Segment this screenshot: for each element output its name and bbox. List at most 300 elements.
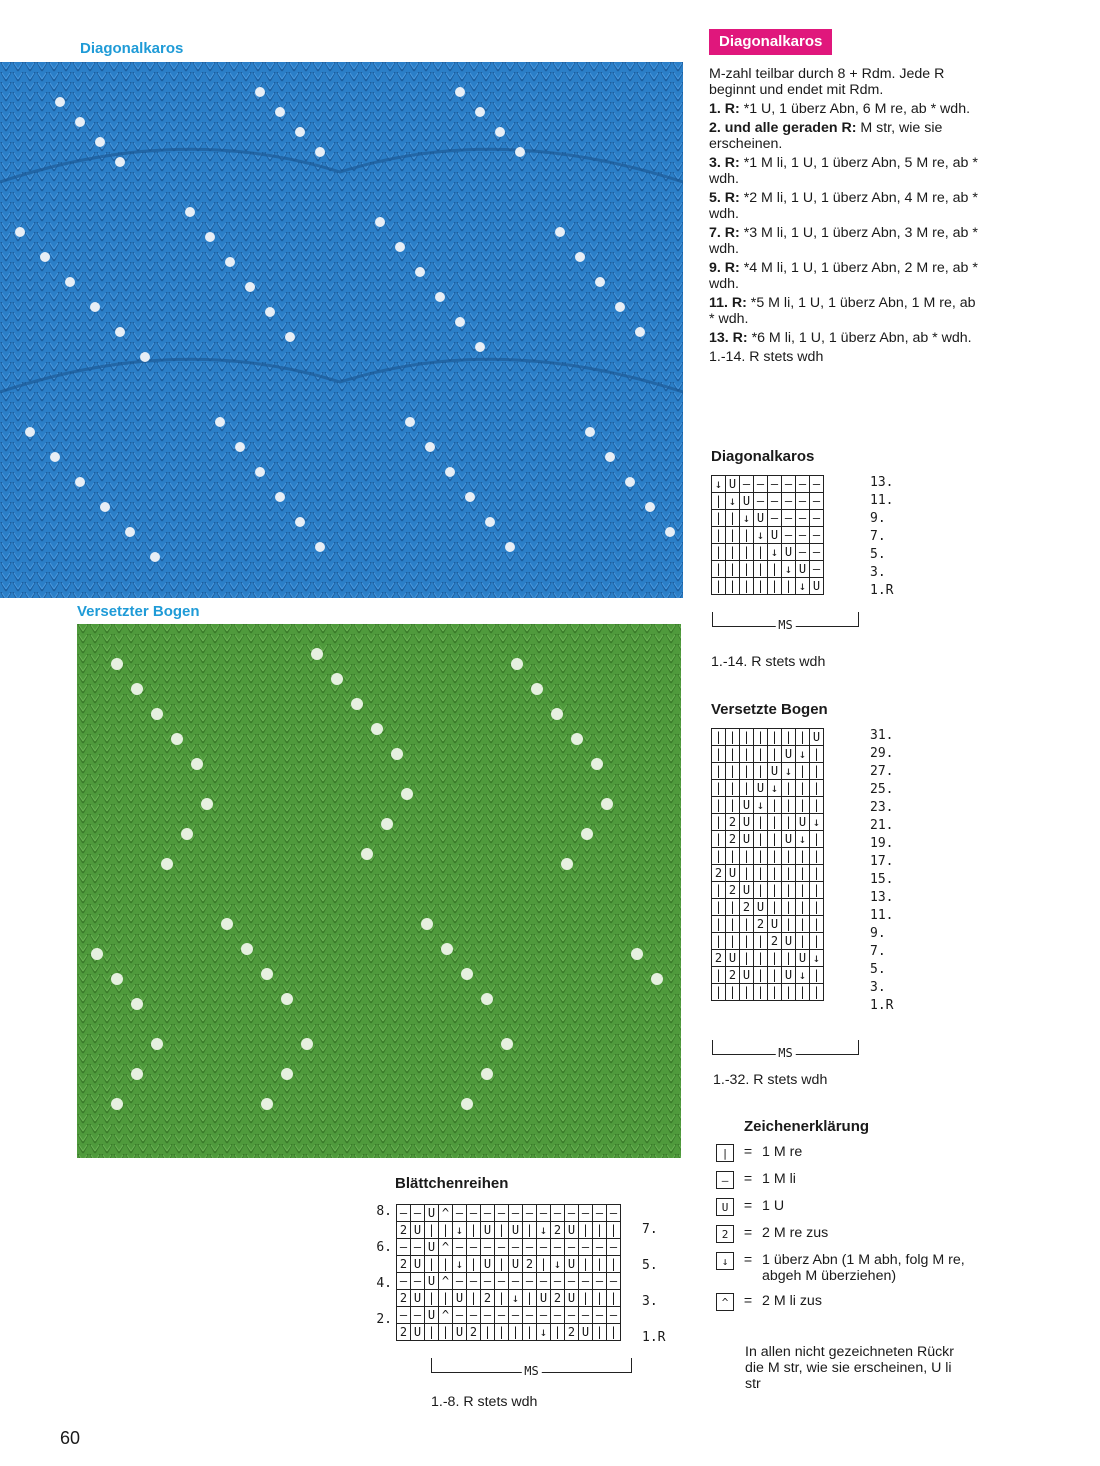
chart-cell: | — [796, 763, 810, 780]
legend-item — [716, 1198, 977, 1216]
chart-cell: ^ — [439, 1205, 453, 1222]
chart2-row-labels — [870, 727, 893, 1015]
chart-cell: | — [782, 578, 796, 595]
row-label: 17. — [870, 854, 894, 869]
chart-cell: – — [411, 1307, 425, 1324]
row-label: 1.R — [870, 998, 894, 1013]
chart-cell: | — [726, 797, 740, 814]
chart-cell: | — [712, 746, 726, 763]
chart-cell: | — [782, 984, 796, 1001]
chart-cell: | — [712, 814, 726, 831]
chart-cell: – — [593, 1239, 607, 1256]
chart-cell: – — [607, 1205, 621, 1222]
chart-cell: – — [537, 1205, 551, 1222]
chart-cell: – — [593, 1307, 607, 1324]
legend-title: Zeichenerklärung — [744, 1118, 870, 1135]
chart-cell: – — [810, 544, 824, 561]
chart-cell: | — [740, 746, 754, 763]
chart-cell: | — [754, 865, 768, 882]
chart-cell: ^ — [439, 1239, 453, 1256]
legend-text: 1 M li — [762, 1171, 796, 1187]
legend-item — [716, 1171, 977, 1189]
chart1-ms-bracket — [712, 612, 859, 632]
chart-cell: ↓ — [726, 493, 740, 510]
chart-cell: ↓ — [810, 950, 824, 967]
chart-cell: 2 — [726, 967, 740, 984]
chart-cell: | — [712, 493, 726, 510]
chart-cell: | — [726, 746, 740, 763]
row-label: 23. — [870, 800, 894, 815]
chart-cell: – — [565, 1307, 579, 1324]
legend-item — [716, 1144, 977, 1162]
chart-cell: U — [796, 814, 810, 831]
chart-cell: | — [712, 527, 726, 544]
chart-cell: – — [523, 1205, 537, 1222]
legend-list — [716, 1144, 977, 1320]
chart-cell: 2 — [740, 899, 754, 916]
chart-cell: U — [726, 865, 740, 882]
row-label: 13. — [870, 890, 894, 905]
chart-cell: – — [551, 1273, 565, 1290]
chart-cell: | — [754, 831, 768, 848]
chart1-row-labels — [870, 474, 893, 600]
chart-cell: U — [740, 831, 754, 848]
chart-cell: | — [607, 1290, 621, 1307]
legend-symbol-icon: ↓ — [716, 1252, 734, 1270]
chart-cell: U — [754, 780, 768, 797]
chart-cell: – — [782, 510, 796, 527]
instructions-title: Diagonalkaros — [709, 29, 832, 55]
chart-cell: | — [425, 1290, 439, 1307]
chart-cell: | — [439, 1290, 453, 1307]
chart-cell: – — [537, 1307, 551, 1324]
chart-cell: | — [768, 865, 782, 882]
chart-cell: | — [810, 882, 824, 899]
chart-cell: | — [740, 848, 754, 865]
row-label — [372, 1293, 392, 1311]
chart-cell: | — [754, 882, 768, 899]
chart-cell: ^ — [439, 1273, 453, 1290]
chart-cell: 2 — [754, 916, 768, 933]
chart-grid-row — [712, 780, 824, 797]
chart-cell: | — [754, 984, 768, 1001]
chart-cell: | — [768, 561, 782, 578]
instruction-row: 5. R: *2 M li, 1 U, 1 überz Abn, 4 M re, ab * wdh. — [709, 190, 978, 222]
chart1-repeat: 1.-14. R stets wdh — [711, 654, 826, 670]
chart-cell: U — [782, 544, 796, 561]
chart-cell: | — [768, 899, 782, 916]
chart-cell: | — [439, 1222, 453, 1239]
chart-cell: | — [726, 984, 740, 1001]
chart-cell: ↓ — [782, 763, 796, 780]
chart-cell: – — [768, 510, 782, 527]
chart-cell: ↓ — [754, 527, 768, 544]
chart-cell: | — [810, 746, 824, 763]
row-label: 3. — [870, 980, 886, 995]
row-label: 5. — [870, 547, 886, 562]
chart-cell: – — [796, 544, 810, 561]
row-label: 5. — [642, 1258, 658, 1273]
chart-cell: | — [768, 814, 782, 831]
chart-cell: – — [481, 1205, 495, 1222]
chart3-title: Blättchenreihen — [395, 1175, 509, 1192]
chart-cell: | — [754, 933, 768, 950]
chart-cell: 2 — [551, 1222, 565, 1239]
chart-grid-row — [712, 984, 824, 1001]
chart-cell: | — [782, 729, 796, 746]
chart-grid-row — [712, 729, 824, 746]
chart-cell: U — [810, 578, 824, 595]
chart-cell: | — [810, 797, 824, 814]
chart-cell: 2 — [551, 1290, 565, 1307]
chart-cell: U — [740, 967, 754, 984]
chart3-ms-bracket — [431, 1358, 632, 1378]
chart-cell: | — [754, 814, 768, 831]
chart-cell: – — [565, 1205, 579, 1222]
chart-cell: | — [712, 561, 726, 578]
chart3-right-labels — [642, 1203, 665, 1347]
chart-cell: | — [796, 916, 810, 933]
chart-cell: – — [551, 1307, 565, 1324]
chart-cell: | — [726, 561, 740, 578]
chart-cell: | — [712, 797, 726, 814]
legend-footnote: In allen nicht gezeichneten Rückr die M str, wie sie erscheinen, U li str — [745, 1344, 954, 1392]
chart-cell: – — [523, 1307, 537, 1324]
chart-cell: | — [754, 848, 768, 865]
chart-cell: | — [579, 1222, 593, 1239]
chart-grid-row — [712, 882, 824, 899]
chart-cell: | — [467, 1222, 481, 1239]
row-label: 7. — [642, 1222, 658, 1237]
chart-cell: – — [810, 510, 824, 527]
chart-cell: U — [425, 1239, 439, 1256]
chart-cell: ↓ — [796, 578, 810, 595]
chart-cell: U — [768, 916, 782, 933]
chart-grid-row — [397, 1205, 621, 1222]
chart-grid-row — [712, 476, 824, 493]
swatch-versetzter-bogen-photo — [77, 624, 681, 1158]
chart-cell: – — [768, 493, 782, 510]
chart-cell: – — [551, 1239, 565, 1256]
chart-cell: | — [782, 848, 796, 865]
chart3-repeat: 1.-8. R stets wdh — [431, 1394, 538, 1410]
chart-cell: U — [754, 899, 768, 916]
sample-title-diagonalkaros: Diagonalkaros — [80, 40, 184, 57]
chart-cell: – — [397, 1205, 411, 1222]
chart-cell: – — [481, 1273, 495, 1290]
chart-cell: | — [796, 984, 810, 1001]
row-label — [642, 1275, 665, 1293]
row-label: 27. — [870, 764, 894, 779]
legend-symbol-icon: – — [716, 1171, 734, 1189]
chart-cell: U — [740, 882, 754, 899]
row-label: 13. — [870, 475, 894, 490]
chart-cell: ↓ — [796, 967, 810, 984]
chart-cell: – — [467, 1273, 481, 1290]
chart-cell: – — [579, 1205, 593, 1222]
chart-cell: | — [712, 848, 726, 865]
chart-cell: | — [740, 984, 754, 1001]
chart-grid-row — [712, 865, 824, 882]
chart-cell: U — [768, 763, 782, 780]
chart-cell: 2 — [565, 1324, 579, 1341]
chart-cell: | — [726, 527, 740, 544]
chart-cell: | — [768, 984, 782, 1001]
chart-cell: | — [495, 1324, 509, 1341]
chart-cell: | — [810, 763, 824, 780]
chart-cell: | — [768, 831, 782, 848]
chart-cell: 2 — [726, 814, 740, 831]
chart-cell: | — [726, 729, 740, 746]
row-label — [642, 1203, 665, 1221]
chart-cell: ↓ — [810, 814, 824, 831]
chart-cell: – — [509, 1205, 523, 1222]
row-label: 5. — [870, 962, 886, 977]
sample-title-versetzter-bogen: Versetzter Bogen — [77, 603, 200, 620]
chart-cell: ↓ — [537, 1324, 551, 1341]
chart-cell: U — [453, 1324, 467, 1341]
row-label: 11. — [870, 908, 894, 923]
chart-cell: – — [397, 1307, 411, 1324]
chart-cell: – — [523, 1239, 537, 1256]
chart-cell: U — [782, 967, 796, 984]
row-label: 29. — [870, 746, 894, 761]
chart-cell: – — [467, 1205, 481, 1222]
chart-cell: – — [467, 1307, 481, 1324]
chart-cell: – — [565, 1239, 579, 1256]
chart3-left-labels — [372, 1203, 392, 1347]
chart-cell: U — [579, 1324, 593, 1341]
chart-cell: | — [754, 763, 768, 780]
chart-grid-row — [712, 899, 824, 916]
row-label: 9. — [870, 511, 886, 526]
chart-cell: – — [411, 1239, 425, 1256]
row-label: 11. — [870, 493, 894, 508]
row-label: 7. — [870, 944, 886, 959]
chart-cell: | — [754, 578, 768, 595]
chart-cell: ↓ — [796, 746, 810, 763]
chart-grid-row — [712, 493, 824, 510]
row-label: 15. — [870, 872, 894, 887]
chart-cell: | — [740, 527, 754, 544]
row-label: 2. — [376, 1312, 392, 1327]
chart-cell: – — [607, 1239, 621, 1256]
chart-cell: | — [740, 933, 754, 950]
chart-cell: 2 — [397, 1290, 411, 1307]
chart-grid-row — [712, 561, 824, 578]
chart-cell: | — [768, 848, 782, 865]
legend-equals: = — [743, 1225, 753, 1241]
chart-cell: | — [754, 561, 768, 578]
row-label: 19. — [870, 836, 894, 851]
legend-text: 2 M re zus — [762, 1225, 829, 1241]
chart-cell: U — [782, 933, 796, 950]
chart-cell: U — [411, 1256, 425, 1273]
chart-cell: | — [740, 950, 754, 967]
chart-cell: – — [495, 1273, 509, 1290]
chart-cell: U — [411, 1290, 425, 1307]
instruction-row: 13. R: *6 M li, 1 U, 1 überz Abn, ab * wdh. — [709, 330, 972, 346]
chart-cell: | — [607, 1222, 621, 1239]
chart-cell: | — [740, 916, 754, 933]
chart-cell: | — [579, 1256, 593, 1273]
chart-cell: U — [726, 950, 740, 967]
chart-cell: | — [495, 1290, 509, 1307]
chart-cell: | — [796, 933, 810, 950]
legend-equals: = — [743, 1293, 753, 1309]
chart-cell: | — [782, 865, 796, 882]
chart-cell: U — [740, 814, 754, 831]
chart-cell: – — [607, 1307, 621, 1324]
row-label: 21. — [870, 818, 894, 833]
chart-cell: | — [712, 899, 726, 916]
chart-grid-row — [397, 1273, 621, 1290]
chart-cell: | — [726, 933, 740, 950]
chart-cell: U — [796, 561, 810, 578]
chart-grid-row — [712, 763, 824, 780]
chart-cell: – — [397, 1273, 411, 1290]
chart-cell: | — [425, 1256, 439, 1273]
chart-cell: U — [740, 797, 754, 814]
chart-cell: | — [726, 916, 740, 933]
chart-cell: | — [439, 1324, 453, 1341]
chart-cell: | — [796, 899, 810, 916]
chart-cell: | — [712, 831, 726, 848]
chart2-ms-bracket — [712, 1040, 859, 1060]
chart-cell: – — [453, 1273, 467, 1290]
chart-cell: – — [509, 1273, 523, 1290]
chart-cell: | — [740, 865, 754, 882]
chart-grid-row — [712, 510, 824, 527]
chart-cell: | — [712, 882, 726, 899]
chart-cell: – — [523, 1273, 537, 1290]
chart-cell: ↓ — [537, 1222, 551, 1239]
chart-cell: U — [481, 1222, 495, 1239]
chart-grid-row — [397, 1256, 621, 1273]
chart-cell: | — [782, 882, 796, 899]
chart-cell: – — [796, 510, 810, 527]
chart-cell: | — [712, 510, 726, 527]
legend-symbol-icon: | — [716, 1144, 734, 1162]
chart-cell: | — [810, 967, 824, 984]
legend-equals: = — [743, 1171, 753, 1187]
chart-cell: | — [712, 578, 726, 595]
chart-cell: ↓ — [782, 561, 796, 578]
chart-cell: – — [411, 1273, 425, 1290]
chart-cell: | — [754, 967, 768, 984]
chart-cell: | — [712, 933, 726, 950]
chart-cell: U — [425, 1307, 439, 1324]
chart-cell: – — [411, 1205, 425, 1222]
instruction-row: 1. R: *1 U, 1 überz Abn, 6 M re, ab * wdh. — [709, 101, 971, 117]
instruction-row: 2. und alle geraden R: M str, wie sie erscheinen. — [709, 120, 943, 152]
chart-cell: ↓ — [453, 1256, 467, 1273]
chart-cell: U — [481, 1256, 495, 1273]
chart-cell: – — [509, 1307, 523, 1324]
row-label: 6. — [376, 1240, 392, 1255]
chart-cell: ↓ — [796, 831, 810, 848]
chart-cell: 2 — [768, 933, 782, 950]
row-label: 1.R — [870, 583, 894, 598]
chart-cell: | — [782, 797, 796, 814]
row-label: 3. — [642, 1294, 658, 1309]
chart-cell: | — [768, 578, 782, 595]
chart-cell: | — [726, 544, 740, 561]
chart-cell: 2 — [397, 1324, 411, 1341]
chart-cell: – — [579, 1273, 593, 1290]
chart-cell: – — [796, 527, 810, 544]
chart-cell: | — [810, 780, 824, 797]
chart-cell: U — [565, 1290, 579, 1307]
chart-cell: – — [810, 561, 824, 578]
chart-cell: | — [523, 1324, 537, 1341]
chart-cell: U — [726, 476, 740, 493]
chart-cell: 2 — [726, 882, 740, 899]
instructions-intro: M-zahl teilbar durch 8 + Rdm. Jede R beginnt und endet mit Rdm. — [709, 66, 945, 98]
chart-cell: U — [565, 1222, 579, 1239]
chart-grid-row — [712, 527, 824, 544]
chart-cell: | — [712, 544, 726, 561]
instruction-row: 7. R: *3 M li, 1 U, 1 überz Abn, 3 M re, ab * wdh. — [709, 225, 978, 257]
row-label — [642, 1239, 665, 1257]
swatch-diagonalkaros-photo — [0, 62, 683, 598]
chart-cell: – — [579, 1307, 593, 1324]
chart-grid-row — [712, 578, 824, 595]
chart-cell: 2 — [397, 1222, 411, 1239]
chart-cell: U — [565, 1256, 579, 1273]
instructions-block — [709, 66, 984, 368]
chart3-grid — [396, 1204, 621, 1341]
chart-cell: – — [782, 527, 796, 544]
chart-cell: | — [754, 729, 768, 746]
chart-cell: | — [754, 746, 768, 763]
chart-cell: | — [495, 1222, 509, 1239]
chart-cell: | — [593, 1256, 607, 1273]
legend-text: 2 M li zus — [762, 1293, 822, 1309]
chart-cell: – — [754, 493, 768, 510]
instructions-repeat: 1.-14. R stets wdh — [709, 349, 824, 365]
chart-cell: | — [768, 967, 782, 984]
chart-cell: – — [782, 476, 796, 493]
chart-cell: – — [481, 1307, 495, 1324]
chart-cell: – — [495, 1205, 509, 1222]
chart-cell: | — [810, 933, 824, 950]
legend-text: 1 U — [762, 1198, 785, 1214]
legend-symbol-icon: ^ — [716, 1293, 734, 1311]
chart2-grid — [711, 728, 824, 1001]
chart-cell: – — [565, 1273, 579, 1290]
chart-cell: ^ — [439, 1307, 453, 1324]
chart-cell: | — [593, 1324, 607, 1341]
chart-cell: | — [754, 544, 768, 561]
chart-cell: – — [551, 1205, 565, 1222]
chart-cell: | — [796, 797, 810, 814]
chart-cell: 2 — [523, 1256, 537, 1273]
chart-cell: | — [810, 916, 824, 933]
row-label: 7. — [870, 529, 886, 544]
chart-cell: | — [579, 1290, 593, 1307]
chart-grid-row — [712, 933, 824, 950]
chart-cell: | — [523, 1290, 537, 1307]
chart-grid-row — [397, 1290, 621, 1307]
chart-cell: – — [810, 527, 824, 544]
chart-cell: U — [754, 510, 768, 527]
chart-cell: – — [607, 1273, 621, 1290]
chart-cell: ↓ — [768, 544, 782, 561]
legend-text: 1 überz Abn (1 M abh, folg M re, abgeh M überziehen) — [762, 1252, 965, 1284]
chart-cell: – — [453, 1239, 467, 1256]
chart-cell: | — [425, 1222, 439, 1239]
